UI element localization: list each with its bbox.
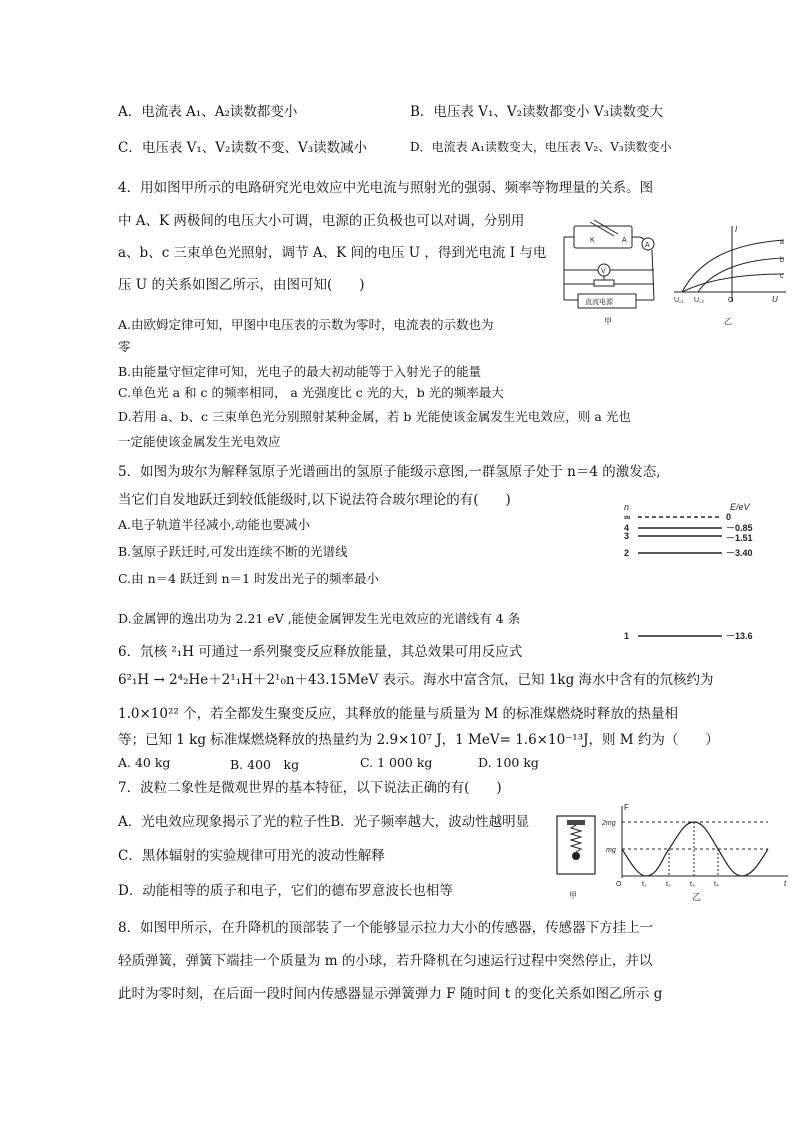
q5-option-a: A.电子轨道半径减小,动能也要减小 (118, 517, 310, 532)
q6-stem-line2: 6²₁H → 2⁴₂He＋2¹₁H＋2¹₀n＋43.15MeV 表示。海水中富含氘，已知 1kg 海水中含有的氘核约为 (118, 672, 714, 688)
q7-stem: 7．波粒二象性是微观世界的基本特征，以下说法正确的有( ) (118, 780, 502, 796)
q6-stem-line4: 等；已知 1 kg 标准煤燃烧释放的热量约为 2.9×10⁷ J，1 MeV= 1.6×10⁻¹³J，则 M 约为（ ） (118, 732, 719, 748)
q6-option-d: D. 100 kg (478, 755, 539, 770)
dc-source-label: 直流电源 (585, 299, 613, 306)
curve-c (682, 274, 784, 292)
q8-stem-line3: 此时为零时刻，在后面一段时间内传感器显示弹簧弹力 F 随时间 t 的变化关系如图乙所示 g (118, 986, 663, 1002)
rheostat (594, 280, 614, 286)
hydrogen-energy-level-diagram (618, 500, 788, 650)
q4-option-b: B.由能量守恒定律可知，光电子的最大初动能等于入射光子的能量 (118, 364, 482, 379)
level-2-e: －3.40 (726, 548, 753, 558)
level-3-n: 3 (624, 531, 630, 541)
ball (572, 852, 580, 860)
q7-option-ab: A．光电效应现象揭示了光的粒子性B．光子频率越大，波动性越明显 (118, 814, 530, 830)
level-infinity-e: 0 (726, 512, 732, 522)
origin-label: O (728, 297, 734, 304)
curve-c-label: c (780, 273, 784, 280)
u-axis-label: U (772, 295, 778, 304)
t3-label: t₃ (690, 881, 695, 888)
q7-option-c: C．黑体辐射的实验规律可用光的波动性解释 (118, 848, 385, 864)
q4-option-c: C.单色光 a 和 c 的频率相同， a 光强度比 c 光的大，b 光的频率最大 (118, 385, 504, 400)
force-time-graph (602, 800, 792, 904)
q6-option-b: B. 400 kg (230, 757, 300, 772)
q4-option-d-line2: 一定能使该金属发生光电效应 (118, 434, 281, 449)
energy-header: E/eV (730, 502, 750, 512)
f-axis-label: F (624, 803, 629, 812)
origin-label-q8: O (616, 881, 622, 888)
q6-option-a: A. 40 kg (118, 755, 171, 770)
q5-option-b: B.氢原子跃迁时,可发出连续不断的光谱线 (118, 544, 348, 559)
q8-stem-line2: 轻质弹簧，弹簧下端挂一个质量为 m 的小球，若升降机在匀速运行过程中突然停止，并以 (118, 953, 653, 969)
level-infinity-n: ∞ (624, 512, 631, 522)
uc1-label: U꜀₁ (674, 297, 684, 304)
q4-option-a-line1: A.由欧姆定律可知，甲图中电压表的示数为零时，电流表的示数也为 (118, 317, 494, 332)
q3-option-a: A．电流表 A₁、A₂读数都变小 (118, 104, 298, 120)
q4-option-a-line2: 零 (118, 339, 131, 354)
figure-yi-label: 乙 (724, 317, 732, 326)
t1-label: t₁ (642, 881, 647, 888)
level-1-n: 1 (624, 631, 630, 641)
q7-option-d: D．动能相等的质子和电子，它们的德布罗意波长也相等 (118, 883, 453, 899)
q5-stem-line1: 5．如图为玻尔为解释氢原子光谱画出的氢原子能级示意图,一群氢原子处于 n＝4 的激发态, (118, 464, 661, 480)
figure-jia-label-q8: 甲 (569, 891, 577, 900)
t-axis-label: t (784, 879, 787, 888)
q6-option-c: C. 1 000 kg (360, 755, 433, 770)
ammeter-label: A (645, 242, 650, 249)
q8-stem-line1: 8．如图甲所示，在升降机的顶部装了一个能够显示拉力大小的传感器，传感器下方挂上一 (118, 920, 654, 936)
curve-a (682, 240, 784, 292)
voltmeter-label: V (601, 268, 606, 275)
curve-a-label: a (780, 239, 784, 246)
curve-b-label: b (780, 257, 784, 264)
figure-yi-label-q8: 乙 (692, 892, 702, 902)
q3-option-b: B．电压表 V₁、V₂读数都变小 V₃读数变大 (410, 104, 663, 120)
level-1-e: －13.6 (726, 631, 753, 641)
q6-stem-line3: 1.0×10²² 个，若全都发生聚变反应，其释放的能量与质量为 M 的标准煤燃烧时释放的热量相 (118, 706, 678, 722)
cathode-label: K (590, 237, 595, 244)
q3-option-c: C．电压表 V₁、V₂读数不变、V₃读数减小 (118, 140, 368, 156)
i-axis-label: I (735, 225, 738, 234)
t2-label: t₂ (666, 881, 671, 888)
q3-option-d: D．电流表 A₁读数变大，电压表 V₂、V₃读数变小 (410, 140, 672, 154)
q4-stem-line3: a、b、c 三束单色光照射，调节 A、K 间的电压 U ，得到光电流 I 与电 (118, 245, 547, 261)
spring (571, 825, 581, 852)
anode-label: A (622, 237, 627, 244)
t4-label: t₄ (714, 881, 719, 888)
mg-label: mg (606, 847, 616, 854)
q4-stem-line1: 4．用如图甲所示的电路研究光电效应中光电流与照射光的强弱、频率等物理量的关系。图 (118, 180, 654, 196)
q5-stem-line2: 当它们自发地跃迁到较低能级时,以下说法符合玻尔理论的有( ) (118, 492, 511, 508)
level-4-n: 4 (624, 523, 630, 533)
q5-option-c: C.由 n＝4 跃迁到 n＝1 时发出光子的频率最小 (118, 571, 379, 586)
photocurrent-iu-graph (668, 222, 790, 328)
q6-stem-line1: 6．氘核 ²₁H 可通过一系列聚变反应释放能量，其总效果可用反应式 (118, 644, 523, 660)
level-2-n: 2 (624, 548, 630, 558)
2mg-label: 2mg (602, 820, 616, 827)
uc2-label: U꜀₂ (694, 297, 705, 304)
force-sensor (567, 820, 585, 825)
q4-stem-line4: 压 U 的关系如图乙所示，由图可知( ) (118, 277, 365, 293)
q5-option-d: D.金属钾的逸出功为 2.21 eV ,能使金属钾发生光电效应的光谱线有 4 条 (118, 611, 521, 626)
level-3-e: －1.51 (726, 533, 753, 543)
photoelectric-circuit-diagram (560, 218, 660, 326)
curve-b (698, 258, 784, 292)
q4-stem-line2: 中 A、K 两极间的电压大小可调，电源的正负极也可以对调，分别用 (118, 213, 525, 229)
q4-option-d-line1: D.若用 a、b、c 三束单色光分别照射某种金属，若 b 光能使该金属发生光电效应，则 a 光也 (118, 409, 631, 424)
figure-jia-label: 甲 (604, 317, 612, 326)
elevator-spring-diagram (553, 812, 601, 902)
level-4-e: －0.85 (726, 523, 753, 533)
n-header: n (624, 502, 630, 512)
